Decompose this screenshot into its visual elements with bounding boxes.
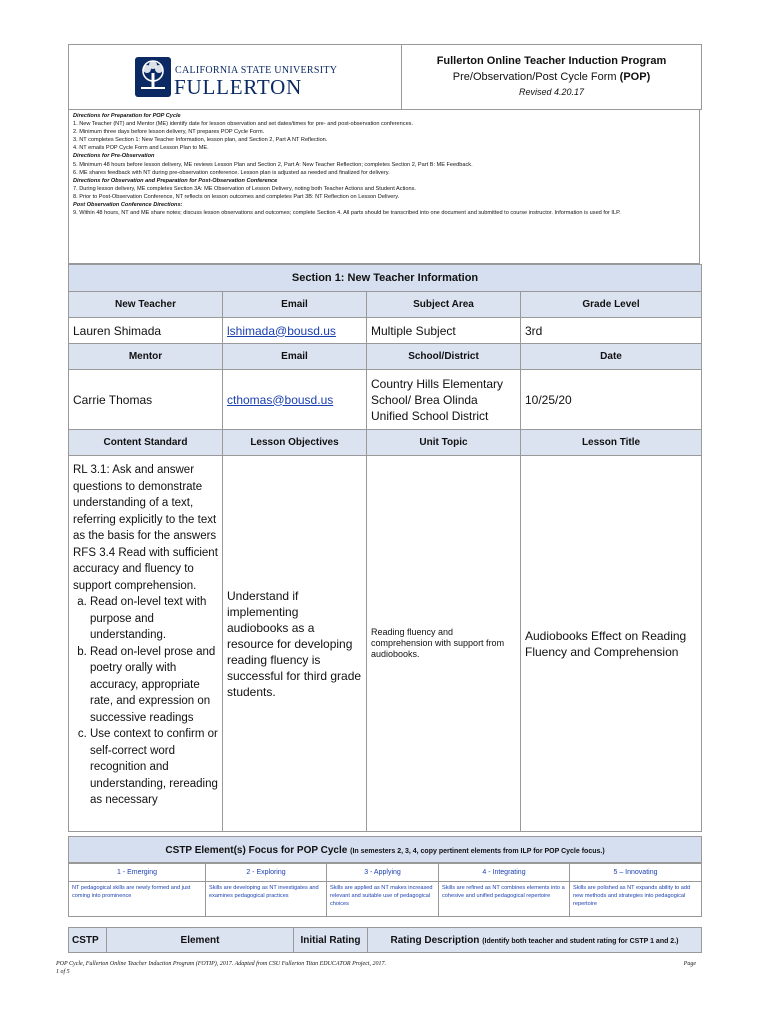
header-initial-rating: Initial Rating xyxy=(294,928,368,953)
level-desc-innovating: Skills are polished as NT expands ability to add new methods and strategies into pedagogical repertoire xyxy=(570,882,702,917)
direction-item: 7. During lesson delivery, ME completes Section 3A: ME Observation of Lesson Delivery, noting both Teacher Actions and Student Actions. xyxy=(73,185,416,192)
level-desc-applying: Skills are applied as NT makes increased relevant and suitable use of pedagogical choices xyxy=(327,882,439,917)
form-title-block xyxy=(402,45,701,109)
university-name: FULLERTON xyxy=(174,75,303,99)
observation-date: 10/25/20 xyxy=(521,370,702,430)
form-title xyxy=(402,71,701,83)
cstp-title: CSTP Element(s) Focus for POP Cycle xyxy=(165,844,348,856)
level-applying: 3 - Applying xyxy=(327,863,439,882)
header-new-teacher: New Teacher xyxy=(69,292,223,318)
grade-level: 3rd xyxy=(521,318,702,344)
section1-table xyxy=(68,264,702,832)
header-mentor: Mentor xyxy=(69,344,223,370)
school-district: Country Hills Elementary School/ Brea Olinda Unified School District xyxy=(367,370,521,430)
direction-item: 9. Within 48 hours, NT and ME share notes; discuss lesson observations and outcomes; complete Section 4. All parts should be transcribed into one document and submitted to course instructor. Information is used for ILP. xyxy=(73,210,621,217)
subject-area: Multiple Subject xyxy=(367,318,521,344)
program-name: Fullerton Online Teacher Induction Program xyxy=(436,55,667,67)
post-heading: Post Observation Conference Directions: xyxy=(73,202,183,209)
mentor-name: Carrie Thomas xyxy=(69,370,223,430)
header-element: Element xyxy=(107,928,294,953)
header-email: Email xyxy=(223,292,367,318)
direction-item: 8. Prior to Post-Observation Conference, NT reflects on lesson outcomes and completes Part 3B: NT Reflection on Lesson Delivery. xyxy=(73,193,400,200)
new-teacher-name: Lauren Shimada xyxy=(69,318,223,344)
header-rating-description: Rating Description xyxy=(390,934,480,946)
standard-list-item: c. Use context to confirm or self-correct word recognition and understanding, rereading as necessary xyxy=(90,726,218,809)
header-lesson-title: Lesson Title xyxy=(521,430,702,456)
cstp-title-note: (In semesters 2, 3, 4, copy pertinent elements from ILP for POP Cycle focus.) xyxy=(350,847,605,855)
header-rating-description-cell xyxy=(368,928,702,953)
lesson-title: Audiobooks Effect on Reading Fluency and Comprehension xyxy=(521,456,702,832)
level-exploring: 2 - Exploring xyxy=(206,863,327,882)
direction-item: 6. ME shares feedback with NT during pre-observation conference. Lesson plan is adjusted as needed and finalized for delivery. xyxy=(73,169,390,176)
standard-rfs: RFS 3.4 Read with sufficient accuracy and fluency to support comprehension. xyxy=(73,546,218,592)
obs-heading: Directions for Observation and Preparation for Post-Observation Conference xyxy=(73,177,278,184)
header-school-district: School/District xyxy=(367,344,521,370)
footer-page-count: 1 of 5 xyxy=(56,969,70,975)
level-desc-exploring: Skills are developing as NT investigates and examines pedagogical practices xyxy=(206,882,327,917)
level-desc-integrating: Skills are refined as NT combines elements into a cohesive and unified pedagogical repertoire xyxy=(439,882,570,917)
header-unit-topic: Unit Topic xyxy=(367,430,521,456)
lesson-objectives: Understand if implementing audiobooks as a resource for developing reading fluency is successful for third grade students. xyxy=(223,456,367,832)
footer-text: POP Cycle, Fullerton Online Teacher Induction Program (FOTIP), 2017. Adapted from CSU Fullerton Titan EDUCATOR Project, 2017. xyxy=(56,961,387,967)
section1-title: Section 1: New Teacher Information xyxy=(69,265,702,292)
standard-rl: RL 3.1: Ask and answer questions to demonstrate understanding of a text, referring explicitly to the text as the basis for the answers xyxy=(73,464,217,542)
prep-heading: Directions for Preparation for POP Cycle xyxy=(73,113,181,119)
header-lesson-objectives: Lesson Objectives xyxy=(223,430,367,456)
directions-block xyxy=(68,109,700,264)
direction-item: 5. Minimum 48 hours before lesson delivery, ME reviews Lesson Plan and Section 2, Part A: New Teacher Reflection; completes Section 2, Part B: ME Feedback. xyxy=(73,161,473,168)
header-grade-level: Grade Level xyxy=(521,292,702,318)
form-header xyxy=(68,44,702,110)
cstp-levels-table xyxy=(68,862,702,917)
direction-item: 3. NT completes Section 1: New Teacher Information, lesson plan, and Section 2, Part A NT Reflection. xyxy=(73,137,328,144)
mentor-email-link[interactable]: cthomas@bousd.us xyxy=(227,392,334,407)
cstp-table xyxy=(68,836,702,864)
standard-list-item: a. Read on-level text with purpose and understanding. xyxy=(90,594,218,644)
revision-date: Revised 4.20.17 xyxy=(518,87,585,97)
level-innovating: 5 – Innovating xyxy=(570,863,702,882)
level-emerging: 1 - Emerging xyxy=(69,863,206,882)
cstp-rating-header xyxy=(68,927,702,953)
unit-topic: Reading fluency and comprehension with support from audiobooks. xyxy=(367,456,521,832)
header-date: Date xyxy=(521,344,702,370)
standard-list-item: b. Read on-level prose and poetry orally with accuracy, appropriate rate, and expression on successive readings xyxy=(90,644,218,727)
tree-seal-icon xyxy=(135,57,171,97)
header-cstp: CSTP xyxy=(69,928,107,953)
header-content-standard: Content Standard xyxy=(69,430,223,456)
form-title-text: Pre/Observation/Post Cycle Form xyxy=(452,71,617,83)
level-integrating: 4 - Integrating xyxy=(439,863,570,882)
header-email-2: Email xyxy=(223,344,367,370)
page-footer xyxy=(56,960,696,976)
footer-page-label: Page xyxy=(683,961,696,967)
header-subject-area: Subject Area xyxy=(367,292,521,318)
direction-item: 2. Minimum three days before lesson delivery, NT prepares POP Cycle Form. xyxy=(73,129,265,136)
form-abbrev: (POP) xyxy=(619,71,651,83)
new-teacher-email-link[interactable]: lshimada@bousd.us xyxy=(227,323,336,338)
standard-list xyxy=(73,594,218,809)
direction-item: 1. New Teacher (NT) and Mentor (ME) identify date for lesson observation and set dates/times for pre- and post-observation conferences. xyxy=(73,121,414,128)
university-logo xyxy=(69,45,402,109)
direction-item: 4. NT emails POP Cycle Form and Lesson Plan to ME. xyxy=(73,145,209,152)
header-rating-note: (Identify both teacher and student rating for CSTP 1 and 2.) xyxy=(482,937,679,945)
university-line: CALIFORNIA STATE UNIVERSITY xyxy=(175,65,338,76)
level-desc-emerging: NT pedagogical skills are newly formed and just coming into prominence xyxy=(69,882,206,917)
cstp-title-row xyxy=(69,837,702,864)
pre-heading: Directions for Pre-Observation xyxy=(73,153,155,160)
content-standard-cell xyxy=(69,456,223,832)
